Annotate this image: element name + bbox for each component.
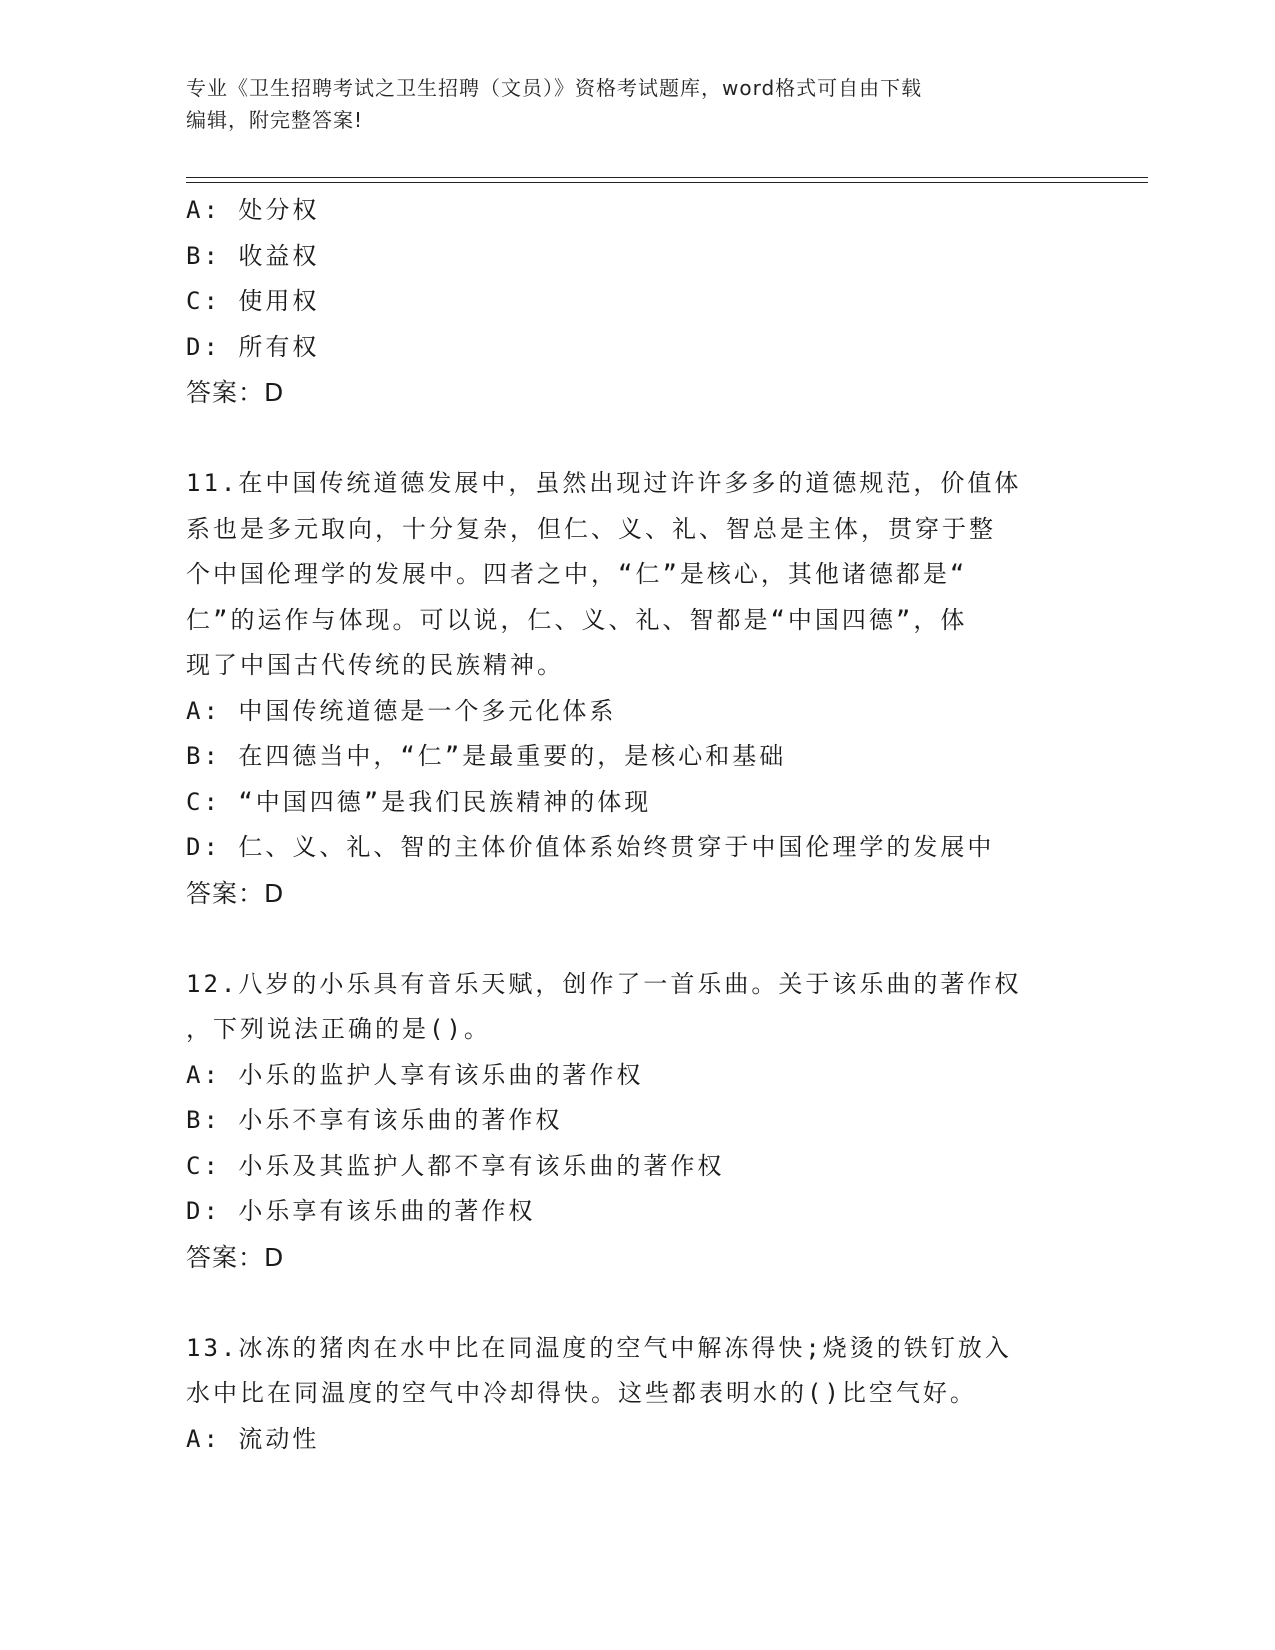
question-12 — [186, 962, 1086, 1281]
option-a: A: 小乐的监护人享有该乐曲的著作权 — [186, 1060, 644, 1089]
document-header — [186, 72, 1066, 136]
question-13 — [186, 1326, 1086, 1463]
question-text-line: 个中国伦理学的发展中。四者之中，“仁”是核心，其他诸德都是“ — [186, 560, 968, 588]
header-line-2: 编辑，附完整答案! — [186, 108, 364, 132]
header-divider-bottom — [186, 182, 1148, 183]
question-text-line: 13.冰冻的猪肉在水中比在同温度的空气中解冻得快;烧烫的铁钉放入 — [186, 1333, 1012, 1362]
header-divider-top — [186, 177, 1148, 178]
answer: 答案：D — [186, 878, 285, 908]
option-b: B: 小乐不享有该乐曲的著作权 — [186, 1106, 563, 1134]
option-a: A: 流动性 — [186, 1424, 320, 1453]
question-10-tail — [186, 188, 1086, 416]
option-a: A: 处分权 — [186, 196, 320, 224]
answer: 答案：D — [186, 1242, 285, 1272]
header-line-1: 专业《卫生招聘考试之卫生招聘（文员）》资格考试题库，word格式可自由下载 — [186, 76, 923, 100]
option-d: D: 所有权 — [186, 332, 320, 361]
option-b: B: 在四德当中，“仁”是最重要的，是核心和基础 — [186, 742, 787, 770]
question-11 — [186, 461, 1086, 916]
option-a: A: 中国传统道德是一个多元化体系 — [186, 696, 617, 725]
question-text-line: 12.八岁的小乐具有音乐天赋，创作了一首乐曲。关于该乐曲的著作权 — [186, 969, 1022, 998]
option-d: D: 小乐享有该乐曲的著作权 — [186, 1197, 536, 1225]
question-text-line: 系也是多元取向，十分复杂，但仁、义、礼、智总是主体，贯穿于整 — [186, 514, 996, 543]
question-text-line: ，下列说法正确的是()。 — [186, 1015, 491, 1043]
option-c: C: 小乐及其监护人都不享有该乐曲的著作权 — [186, 1151, 725, 1180]
option-c: C: 使用权 — [186, 287, 320, 315]
question-text-line: 11.在中国传统道德发展中，虽然出现过许许多多的道德规范，价值体 — [186, 469, 1022, 497]
option-c: C: “中国四德”是我们民族精神的体现 — [186, 787, 652, 816]
option-b: B: 收益权 — [186, 241, 320, 270]
question-text-line: 现了中国古代传统的民族精神。 — [186, 651, 564, 679]
question-text-line: 仁”的运作与体现。可以说，仁、义、礼、智都是“中国四德”，体 — [186, 605, 968, 634]
question-list — [186, 188, 1086, 1462]
answer: 答案：D — [186, 378, 285, 407]
option-d: D: 仁、义、礼、智的主体价值体系始终贯穿于中国伦理学的发展中 — [186, 833, 995, 861]
question-text-line: 水中比在同温度的空气中冷却得快。这些都表明水的()比空气好。 — [186, 1379, 977, 1407]
